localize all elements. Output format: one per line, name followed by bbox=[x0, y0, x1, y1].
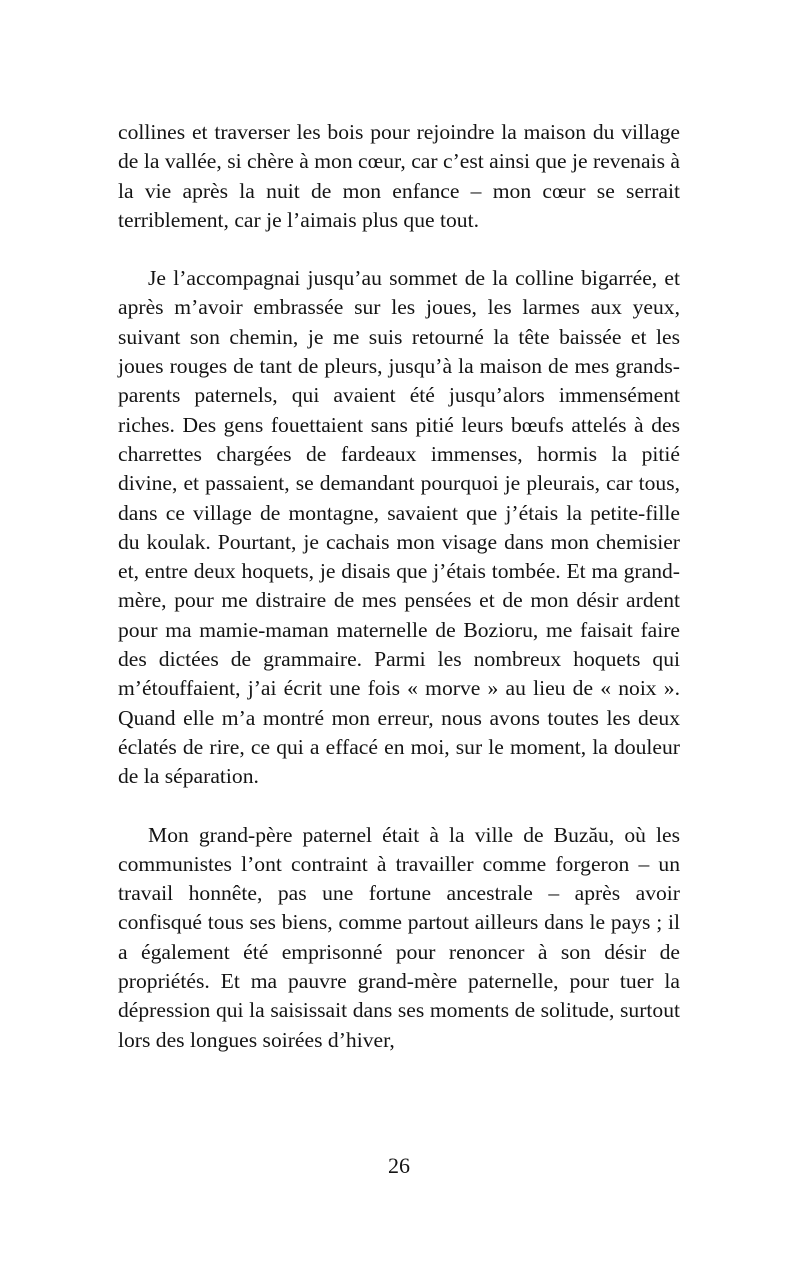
page-body bbox=[118, 118, 680, 1055]
paragraph-gap bbox=[118, 792, 680, 821]
paragraph-1: collines et traverser les bois pour rejoindre la maison du village de la vallée, si chère à mon cœur, car c’est ainsi que je revenais à la vie après la nuit de mon enfance – mon cœur se serrait terriblement, car je l’aimais plus que tout. bbox=[118, 120, 680, 232]
paragraph-2: Je l’accompagnai jusqu’au sommet de la colline bigarrée, et après m’avoir embrassée sur les joues, les larmes aux yeux, suivant son chemin, je me suis retourné la tête baissée et les joues rouges de tant de pleurs, jusqu’à la maison de mes grands-parents paternels, qui avaient été jusqu’alors immensément riches. Des gens fouettaient sans pitié leurs bœufs attelés à des charrettes chargées de fardeaux immenses, hormis la pitié divine, et passaient, se demandant pourquoi je pleurais, car tous, dans ce village de montagne, savaient que j’étais la petite-fille du koulak. Pourtant, je cachais mon visage dans mon chemisier et, entre deux hoquets, je disais que j’étais tombée. Et ma grand-mère, pour me distraire de mes pensées et de mon désir ardent pour ma mamie-maman maternelle de Bozioru, me faisait faire des dictées de grammaire. Parmi les nombreux hoquets qui m’étouffaient, j’ai écrit une fois « morve » au lieu de « noix ». Quand elle m’a montré mon erreur, nous avons toutes les deux éclatés de rire, ce qui a effacé en moi, sur le moment, la douleur de la séparation. bbox=[118, 266, 680, 789]
paragraph-gap bbox=[118, 235, 680, 264]
paragraph-3: Mon grand-père paternel était à la ville de Buzău, où les communistes l’ont contraint à travailler comme forgeron – un travail honnête, pas une fortune ancestrale – après avoir confisqué tous ses biens, comme partout ailleurs dans le pays ; il a également été emprisonné pour renoncer à son désir de propriétés. Et ma pauvre grand-mère paternelle, pour tuer la dépression qui la saisissait dans ses moments de solitude, surtout lors des longues soirées d’hiver, bbox=[118, 822, 680, 1052]
page-number: 26 bbox=[388, 1153, 410, 1178]
